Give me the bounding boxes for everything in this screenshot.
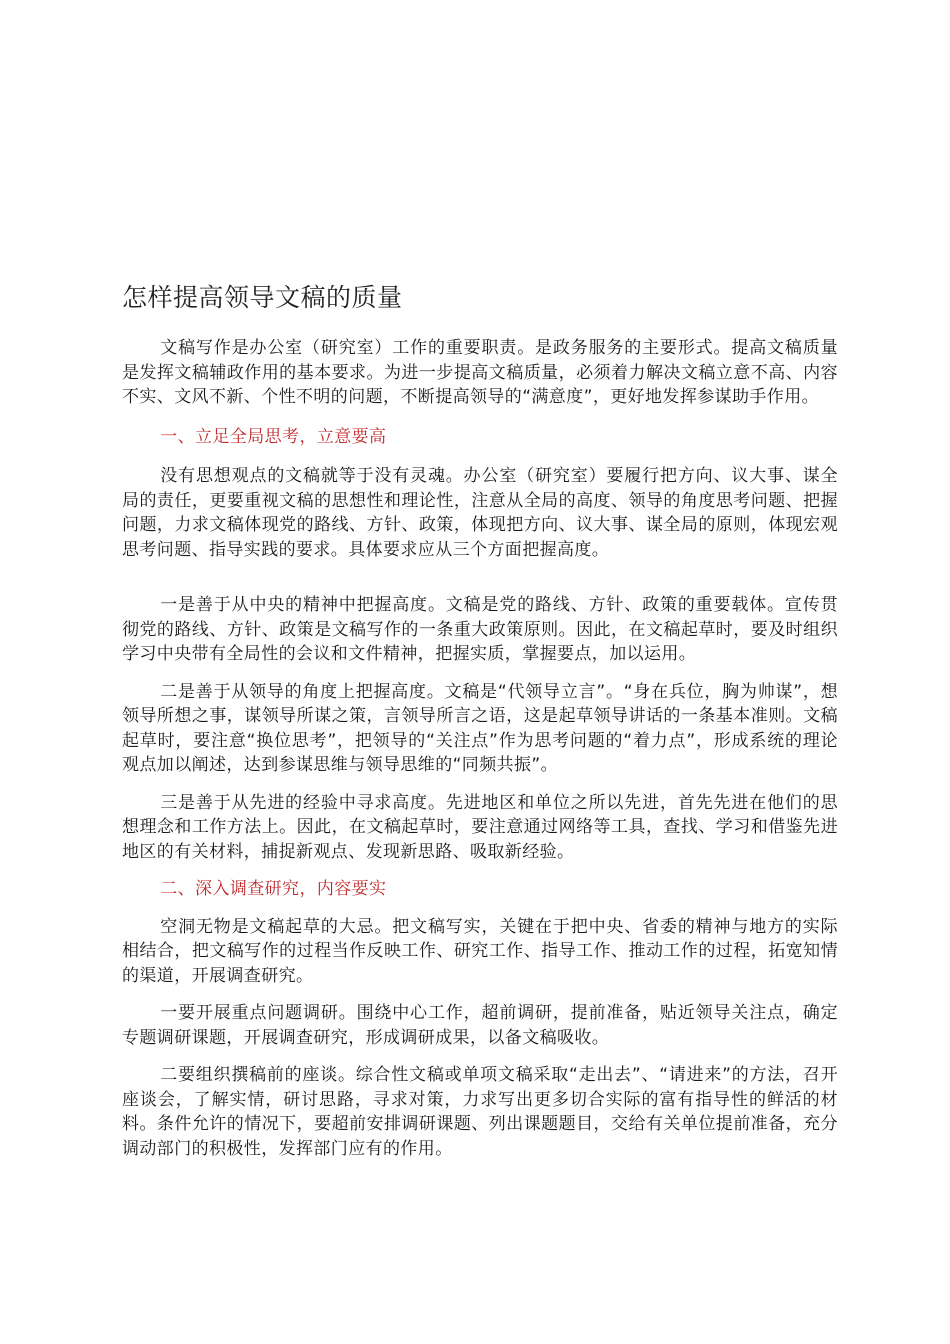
document-page [122,282,838,1161]
section-2-paragraph-1: 空洞无物是文稿起草的大忌。把文稿写实，关键在于把中央、省委的精神与地方的实际相结合，把文稿写作的过程当作反映工作、研究工作、指导工作、推动工作的过程，拓宽知情的渠道，开展调查研究。 [122,916,838,986]
section-1-paragraph-2: 一是善于从中央的精神中把握高度。文稿是党的路线、方针、政策的重要载体。宣传贯彻党的路线、方针、政策是文稿写作的一条重大政策原则。因此，在文稿起草时，要及时组织学习中央带有全局性的会议和文件精神，把握实质，掌握要点，加以运用。 [122,595,838,664]
document-title: 怎样提高领导文稿的质量 [122,283,403,312]
section-1-paragraph-1: 没有思想观点的文稿就等于没有灵魂。办公室（研究室）要履行把方向、议大事、谋全局的责任，更要重视文稿的思想性和理论性，注意从全局的高度、领导的角度思考问题、把握问题，力求文稿体现党的路线、方针、政策，体现把方向、议大事、谋全局的原则，体现宏观思考问题、指导实践的要求。具体要求应从三个方面把握高度。 [122,466,838,560]
section-1-paragraph-3: 二是善于从领导的角度上把握高度。文稿是“代领导立言”。“身在兵位，胸为帅谋”，想领导所想之事，谋领导所谋之策，言领导所言之语，这是起草领导讲话的一条基本准则。文稿起草时，要注意“换位思考”，把领导的“关注点”作为思考问题的“着力点”，形成系统的理论观点加以阐述，达到参谋思维与领导思维的“同频共振”。 [122,681,838,775]
intro-paragraph: 文稿写作是办公室（研究室）工作的重要职责。是政务服务的主要形式。提高文稿质量是发挥文稿辅政作用的基本要求。为进一步提高文稿质量，必须着力解决文稿立意不高、内容不实、文风不新、个性不明的问题，不断提高领导的“满意度”，更好地发挥参谋助手作用。 [122,338,838,407]
section-1-heading: 一、立足全局思考，立意要高 [160,426,387,447]
section-2-paragraph-2: 一要开展重点问题调研。围绕中心工作，超前调研，提前准备，贴近领导关注点，确定专题调研课题，开展调查研究，形成调研成果，以备文稿吸收。 [122,1003,838,1048]
section-2-paragraph-3: 二要组织撰稿前的座谈。综合性文稿或单项文稿采取“走出去”、“请进来”的方法，召开座谈会，了解实情，研讨思路，寻求对策，力求写出更多切合实际的富有指导性的鲜活的材料。条件允许的情况下，要超前安排调研课题、列出课题题目，交给有关单位提前准备，充分调动部门的积极性，发挥部门应有的作用。 [122,1065,838,1159]
section-1-paragraph-4: 三是善于从先进的经验中寻求高度。先进地区和单位之所以先进，首先先进在他们的思想理念和工作方法上。因此，在文稿起草时，要注意通过网络等工具，查找、学习和借鉴先进地区的有关材料，捕捉新观点、发现新思路、吸取新经验。 [122,792,838,862]
section-2-heading: 二、深入调查研究，内容要实 [160,879,387,899]
